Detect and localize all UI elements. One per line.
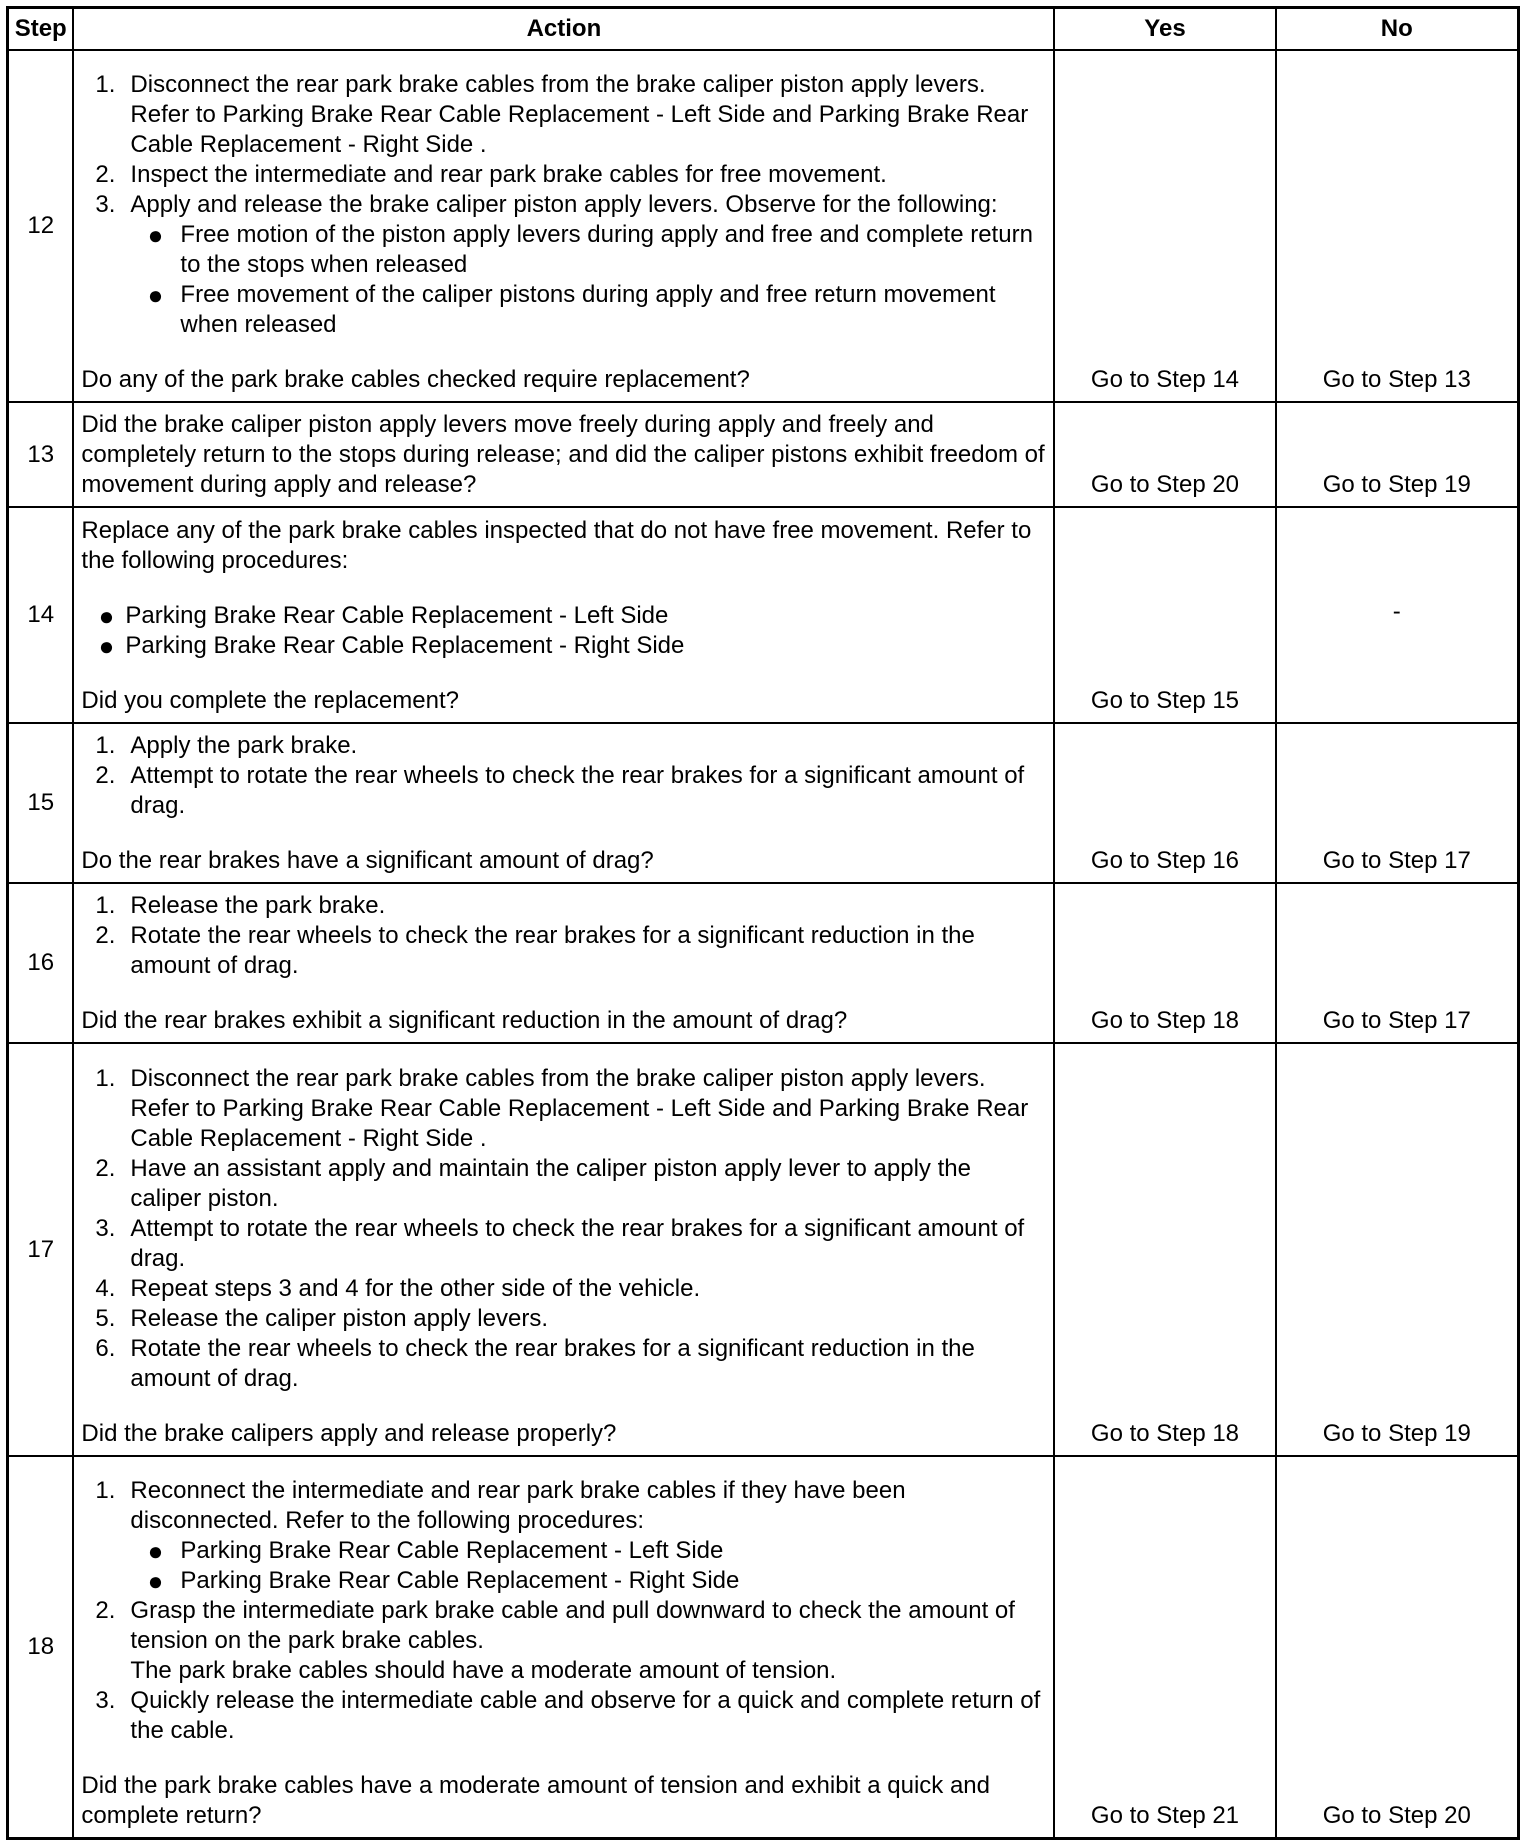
yes-cell: Go to Step 20 <box>1054 402 1275 507</box>
step-number: 16 <box>8 883 74 1043</box>
bullet-list <box>130 220 1045 340</box>
list-item: 1. Apply the park brake. <box>95 732 358 759</box>
numbered-list <box>81 891 1045 981</box>
yes-cell: Go to Step 18 <box>1054 883 1275 1043</box>
step-number: 13 <box>8 402 74 507</box>
list-item: 6. Rotate the rear wheels to check the rear brakes for a significant reduction in the amount of drag. <box>95 1335 975 1392</box>
bullet-icon: ● <box>147 220 164 250</box>
no-cell: Go to Step 17 <box>1276 723 1519 883</box>
no-cell: - <box>1276 507 1519 723</box>
list-item: 3. Attempt to rotate the rear wheels to check the rear brakes for a significant amount of drag. <box>95 1215 1025 1272</box>
header-action: Action <box>73 8 1054 51</box>
list-item: 2. Have an assistant apply and maintain the caliper piston apply lever to apply the caliper piston. <box>95 1155 971 1212</box>
table-row <box>8 402 1519 507</box>
header-row <box>8 8 1519 51</box>
bullet-item: ● Parking Brake Rear Cable Replacement - Left Side <box>130 1536 1045 1566</box>
table-row <box>8 507 1519 723</box>
list-item: 4. Repeat steps 3 and 4 for the other side of the vehicle. <box>95 1275 701 1302</box>
action-cell <box>73 883 1054 1043</box>
step-number: 18 <box>8 1456 74 1838</box>
table-row <box>8 723 1519 883</box>
table-row <box>8 883 1519 1043</box>
table-row <box>8 1043 1519 1456</box>
bullet-item: ● Free movement of the caliper pistons during apply and free return movement when released <box>130 280 1045 340</box>
step-number: 12 <box>8 50 74 402</box>
numbered-list <box>81 70 1045 340</box>
no-cell: Go to Step 20 <box>1276 1456 1519 1838</box>
yes-cell: Go to Step 16 <box>1054 723 1275 883</box>
question-text: Did the brake caliper piston apply levers move freely during apply and freely and completely return to the stops during release; and did the caliper pistons exhibit freedom of movement during apply and release? <box>81 411 1045 498</box>
header-no: No <box>1276 8 1519 51</box>
bullet-item: ● Parking Brake Rear Cable Replacement - Right Side <box>87 631 1045 661</box>
action-cell <box>73 507 1054 723</box>
intro-text: Replace any of the park brake cables inspected that do not have free movement. Refer to the following procedures: <box>81 517 1032 574</box>
list-item: 2. Grasp the intermediate park brake cable and pull downward to check the amount of tension on the park brake cables. The park brake cables should have a moderate amount of tension. <box>95 1596 1045 1686</box>
list-item: 1. Disconnect the rear park brake cables from the brake caliper piston apply levers. Refer to Parking Brake Rear Cable Replacement - Left Side and Parking Brake Rear Cable Replacement - Right Side . <box>95 71 1029 158</box>
list-item: 2. Attempt to rotate the rear wheels to check the rear brakes for a significant amount of drag. <box>95 762 1025 819</box>
bullet-icon: ● <box>98 631 115 661</box>
no-cell: Go to Step 19 <box>1276 1043 1519 1456</box>
note-text: The park brake cables should have a moderate amount of tension. <box>130 1656 837 1684</box>
action-cell <box>73 723 1054 883</box>
numbered-list <box>81 1064 1045 1394</box>
diagnostic-table <box>6 6 1520 1840</box>
action-cell <box>73 402 1054 507</box>
step-number: 15 <box>8 723 74 883</box>
no-cell: Go to Step 13 <box>1276 50 1519 402</box>
no-cell: Go to Step 19 <box>1276 402 1519 507</box>
bullet-item: ● Free motion of the piston apply levers during apply and free and complete return to the stops when released <box>130 220 1045 280</box>
list-item: 2. Inspect the intermediate and rear park brake cables for free movement. <box>95 161 887 188</box>
bullet-list <box>81 601 1045 661</box>
bullet-icon: ● <box>98 601 115 631</box>
action-cell <box>73 50 1054 402</box>
list-item: 3. Quickly release the intermediate cable and observe for a quick and complete return of the cable. <box>95 1686 1041 1744</box>
question-text: Did the park brake cables have a moderate amount of tension and exhibit a quick and complete return? <box>81 1771 990 1829</box>
bullet-icon: ● <box>147 1565 164 1596</box>
yes-cell: Go to Step 18 <box>1054 1043 1275 1456</box>
list-item: 5. Release the caliper piston apply levers. <box>95 1305 548 1332</box>
list-item: 2. Rotate the rear wheels to check the rear brakes for a significant reduction in the amount of drag. <box>95 922 975 979</box>
numbered-list <box>81 731 1045 821</box>
step-number: 17 <box>8 1043 74 1456</box>
question-text: Did the rear brakes exhibit a significant reduction in the amount of drag? <box>81 1007 848 1034</box>
list-item: 1. Reconnect the intermediate and rear park brake cables if they have been disconnected. Refer to the following procedures: ● Parking Brake Rear Cable Replacement - Left Side ● Parking Brake Rear Cable Replacement - Right Side <box>95 1476 1045 1596</box>
action-cell <box>73 1043 1054 1456</box>
question-text: Do the rear brakes have a significant amount of drag? <box>81 847 654 874</box>
bullet-item: ● Parking Brake Rear Cable Replacement - Left Side <box>87 601 1045 631</box>
header-yes: Yes <box>1054 8 1275 51</box>
question-text: Did the brake calipers apply and release properly? <box>81 1420 617 1447</box>
bullet-icon: ● <box>147 1535 164 1566</box>
list-item: 3. Apply and release the brake caliper piston apply levers. Observe for the following: ● Free motion of the piston apply levers during apply and free and complete return to the stops when released ● Free movement of the caliper pistons during apply and free return movement when released <box>95 190 1045 340</box>
step-number: 14 <box>8 507 74 723</box>
table-row <box>8 50 1519 402</box>
list-item: 1. Release the park brake. <box>95 892 386 919</box>
numbered-list <box>81 1476 1045 1746</box>
action-cell <box>73 1456 1054 1838</box>
yes-cell: Go to Step 15 <box>1054 507 1275 723</box>
yes-cell: Go to Step 21 <box>1054 1456 1275 1838</box>
yes-cell: Go to Step 14 <box>1054 50 1275 402</box>
list-item: 1. Disconnect the rear park brake cables from the brake caliper piston apply levers. Refer to Parking Brake Rear Cable Replacement - Left Side and Parking Brake Rear Cable Replacement - Right Side . <box>95 1065 1029 1152</box>
question-text: Did you complete the replacement? <box>81 687 459 714</box>
bullet-item: ● Parking Brake Rear Cable Replacement - Right Side <box>130 1566 1045 1596</box>
question-text: Do any of the park brake cables checked require replacement? <box>81 366 750 393</box>
bullet-icon: ● <box>147 280 164 310</box>
bullet-list <box>130 1536 1045 1596</box>
header-step: Step <box>8 8 74 51</box>
no-cell: Go to Step 17 <box>1276 883 1519 1043</box>
table-row <box>8 1456 1519 1838</box>
